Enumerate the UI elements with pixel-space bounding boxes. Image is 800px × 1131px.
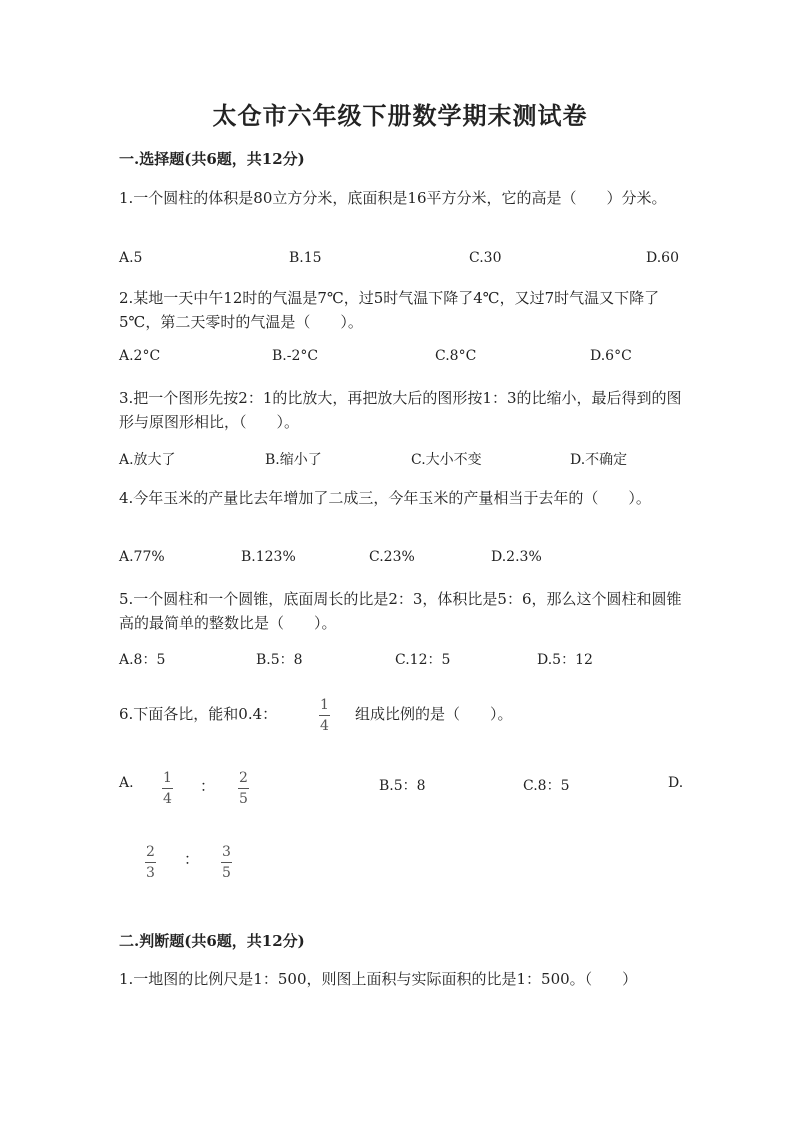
fraction-bar <box>238 788 249 789</box>
option-b[interactable]: B.15 <box>289 250 322 266</box>
question-6-prefix: 6.下面各比，能和0.4： <box>119 705 278 723</box>
option-d-fraction-2 <box>221 844 232 881</box>
option-d-fraction-1 <box>145 844 156 881</box>
fraction-bar <box>221 862 232 863</box>
option-a[interactable]: A.2°C <box>119 348 161 364</box>
option-b[interactable]: B.123% <box>241 549 296 565</box>
fraction-numerator: 3 <box>222 844 231 860</box>
option-c[interactable]: C.8：5 <box>523 778 570 794</box>
fraction-denominator: 3 <box>146 865 155 881</box>
option-d[interactable]: D.2.3% <box>491 549 542 565</box>
option-d[interactable]: D.60 <box>646 250 679 266</box>
option-d[interactable]: D.不确定 <box>570 452 628 468</box>
option-c[interactable]: C.12：5 <box>395 652 451 668</box>
option-b[interactable]: B.5：8 <box>256 652 303 668</box>
option-a-label[interactable]: A. <box>119 775 134 791</box>
fraction-denominator: 5 <box>222 865 231 881</box>
option-a-fraction-1 <box>162 770 173 807</box>
question-1: 1.一个圆柱的体积是80立方分米，底面积是16平方分米，它的高是（ ）分米。 <box>119 189 667 207</box>
option-d-label[interactable]: D. <box>668 775 684 791</box>
question-1-options <box>119 250 684 274</box>
fraction-one-quarter <box>319 697 330 734</box>
option-c[interactable]: C.8°C <box>435 348 477 364</box>
question-6-suffix: 组成比例的是（ ）。 <box>355 705 513 723</box>
page-title: 太仓市六年级下册数学期末测试卷 <box>212 101 588 130</box>
fraction-bar <box>145 862 156 863</box>
option-a[interactable]: A.放大了 <box>119 452 176 468</box>
question-4-options <box>119 549 684 573</box>
fraction-numerator: 1 <box>320 697 329 713</box>
fraction-denominator: 4 <box>320 718 329 734</box>
option-d[interactable]: D.6°C <box>590 348 632 364</box>
question-2: 2.某地一天中午12时的气温是7℃，过5时气温下降了4℃，又过7时气温又下降了5℃，第二天零时的气温是（ ）。 <box>119 289 660 331</box>
option-a[interactable]: A.5 <box>119 250 143 266</box>
question-5: 5.一个圆柱和一个圆锥，底面周长的比是2：3，体积比是5：6，那么这个圆柱和圆锥高的最简单的整数比是（ ）。 <box>119 590 682 632</box>
fraction-bar <box>319 715 330 716</box>
ratio-colon: ： <box>184 850 200 868</box>
option-b[interactable]: B.-2°C <box>272 348 319 364</box>
question-3-options <box>119 449 684 473</box>
ratio-colon: ： <box>200 777 216 795</box>
question-3: 3.把一个图形先按2：1的比放大，再把放大后的图形按1：3的比缩小，最后得到的图形与原图形相比，（ ）。 <box>119 389 682 431</box>
judgment-question-1: 1.一地图的比例尺是1：500，则图上面积与实际面积的比是1：500。（ ） <box>119 970 638 988</box>
fraction-numerator: 2 <box>239 770 248 786</box>
option-b[interactable]: B.缩小了 <box>265 452 322 468</box>
option-c[interactable]: C.23% <box>369 549 415 565</box>
section-heading-choice: 一.选择题(共6题，共12分) <box>119 150 305 168</box>
question-2-options <box>119 348 684 372</box>
option-a-fraction-2 <box>238 770 249 807</box>
section-heading-judgment: 二.判断题(共6题，共12分) <box>119 932 305 950</box>
option-a[interactable]: A.77% <box>119 549 165 565</box>
fraction-denominator: 5 <box>239 791 248 807</box>
fraction-bar <box>162 788 173 789</box>
option-c[interactable]: C.大小不变 <box>411 452 482 468</box>
option-b[interactable]: B.5：8 <box>379 778 426 794</box>
option-c[interactable]: C.30 <box>469 250 502 266</box>
fraction-numerator: 2 <box>146 844 155 860</box>
option-d[interactable]: D.5：12 <box>537 652 593 668</box>
question-4: 4.今年玉米的产量比去年增加了二成三，今年玉米的产量相当于去年的（ ）。 <box>119 489 651 507</box>
fraction-denominator: 4 <box>163 791 172 807</box>
option-a[interactable]: A.8：5 <box>119 652 166 668</box>
fraction-numerator: 1 <box>163 770 172 786</box>
question-5-options <box>119 649 684 673</box>
